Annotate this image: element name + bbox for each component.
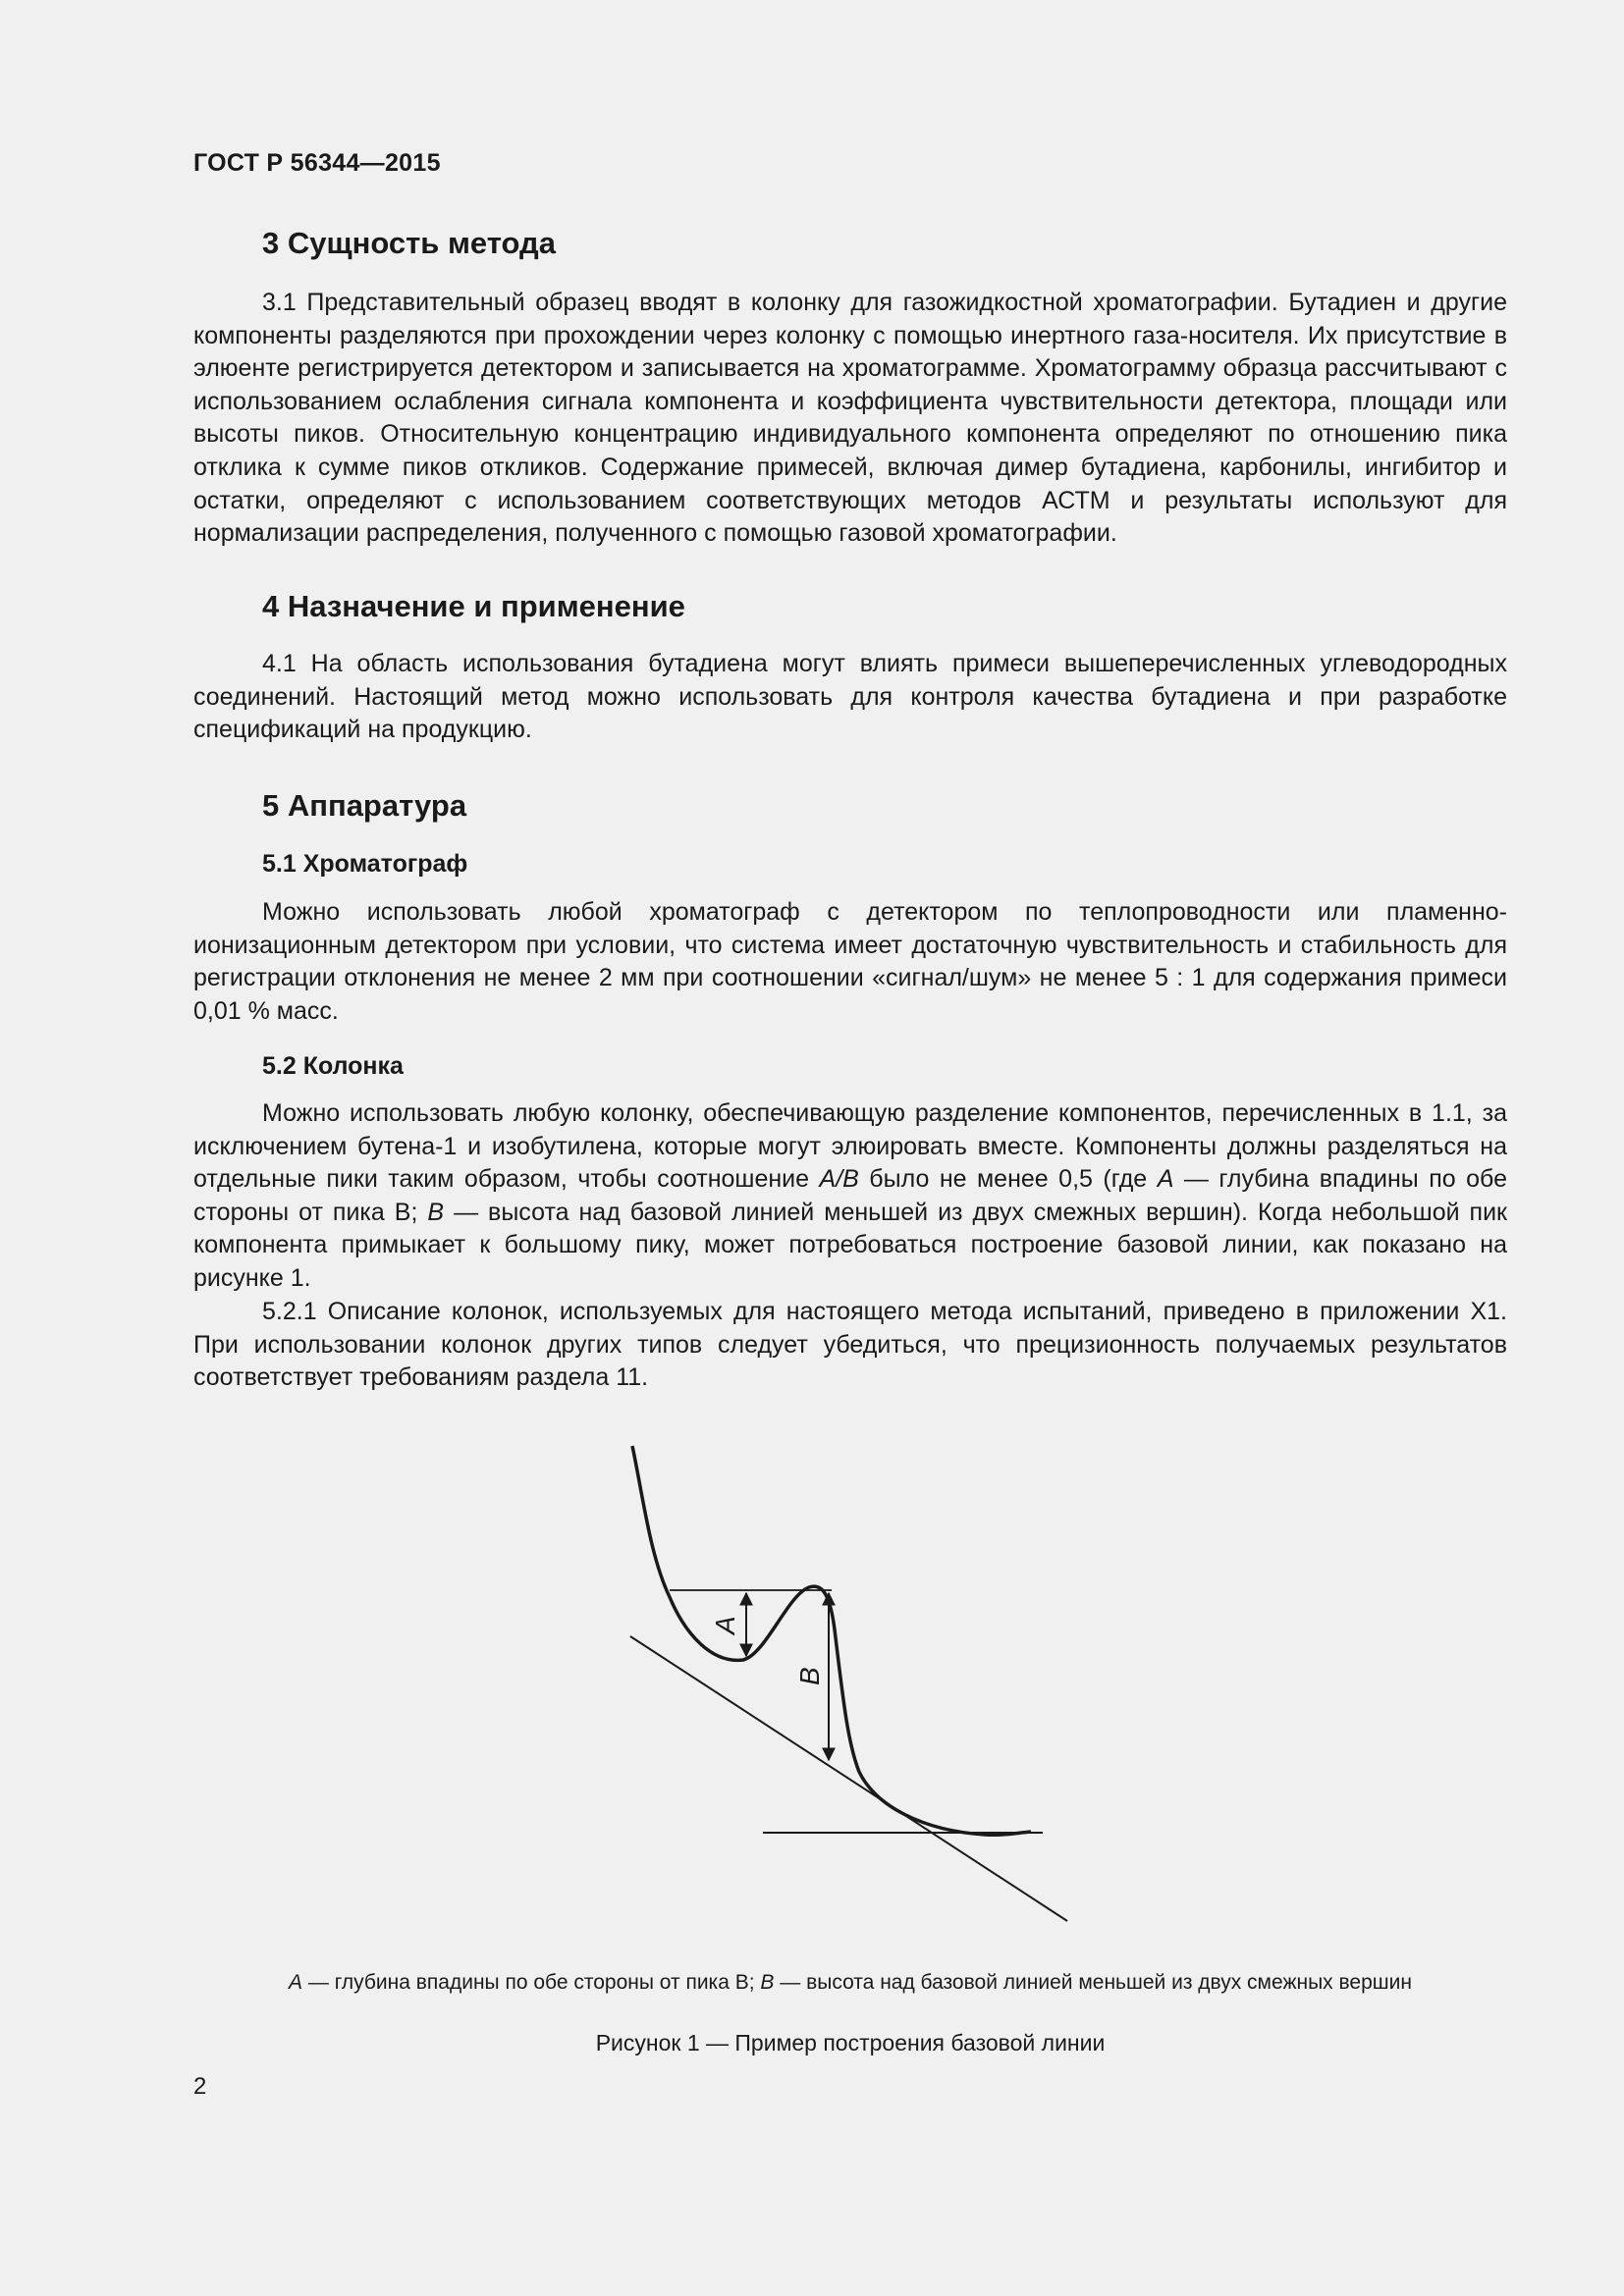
section-3-paragraph: 3.1 Представительный образец вводят в колонку для газожидкостной хроматографии. Бутадиен и другие компоненты разделяются при прохождении через колонку с помощью инертного газа-носителя. Их присутствие в элюенте регистрируется детектором и записывается на хроматограмме. Хроматограмму образца рассчитывают с использованием ослабления сигнала компонента и коэффициента чувствительности детектора, площади или высоты пиков. Относительную концентрацию индивидуального компонента определяют по отношению пика отклика к сумме пиков откликов. Содержание примесей, включая димер бутадиена, карбонилы, ингибитор и остатки, определяют с использованием соответствующих методов АСТМ и результаты используют для нормализации распределения, полученного с помощью газовой хроматографии. xyxy=(193,289,1507,548)
page-number: 2 xyxy=(193,2073,207,2100)
section-4-paragraph: 4.1 На область использования бутадиена могут влиять примеси вышеперечисленных углеводородных соединений. Настоящий метод можно использовать для контроля качества бутадиена и при разработке спецификаций на продукцию. xyxy=(193,650,1507,744)
label-b: B xyxy=(794,1667,825,1685)
subsection-5-2-title: 5.2 Колонка xyxy=(262,1052,404,1080)
baseline-figure xyxy=(609,1428,1080,1939)
subsection-5-2-paragraph: Можно использовать любую колонку, обеспечивающую разделение компонентов, перечисленных в 1.1, за исключением бутена-1 и изобутилена, которые могут элюировать вместе. Компоненты должны разделяться на отдельные пики таким образом, чтобы соотношение A/B было не менее 0,5 (где A — глубина впадины по обе стороны от пика В; B — высота над базовой линией меньшей из двух смежных вершин). Когда небольшой пик компонента примыкает к большому пику, может потребоваться построение базовой линии, как показано на рисунке 1. xyxy=(193,1099,1508,1292)
section-5-title: 5 Аппаратура xyxy=(262,788,467,823)
section-3-title: 3 Сущность метода xyxy=(262,226,556,260)
figure-caption: Рисунок 1 — Пример построения базовой линии xyxy=(595,2030,1106,2056)
label-a: A xyxy=(710,1616,740,1634)
sloped-baseline xyxy=(630,1636,1067,1921)
subsection-5-1-paragraph: Можно использовать любой хроматограф с детектором по теплопроводности или пламенно-ионизационным детектором при условии, что система имеет достаточную чувствительность и стабильность для регистрации отклонения не менее 2 мм при соотношении «сигнал/шум» не менее 5 : 1 для содержания примеси 0,01 % масс. xyxy=(193,898,1507,1025)
figure-key: A — глубина впадины по обе стороны от пика В; B — высота над базовой линией меньшей из двух смежных вершин xyxy=(289,1971,1412,1994)
document-code: ГОСТ Р 56344—2015 xyxy=(193,149,441,177)
chromatogram-curve xyxy=(632,1446,1031,1835)
subsection-5-1-title: 5.1 Хроматограф xyxy=(262,850,468,878)
section-4-title: 4 Назначение и применение xyxy=(262,589,685,623)
subsection-5-2-1-paragraph: 5.2.1 Описание колонок, используемых для настоящего метода испытаний, приведено в приложении X1. При использовании колонок других типов следует убедиться, что прецизионность получаемых результатов соответствует требованиям раздела 11. xyxy=(193,1298,1507,1392)
